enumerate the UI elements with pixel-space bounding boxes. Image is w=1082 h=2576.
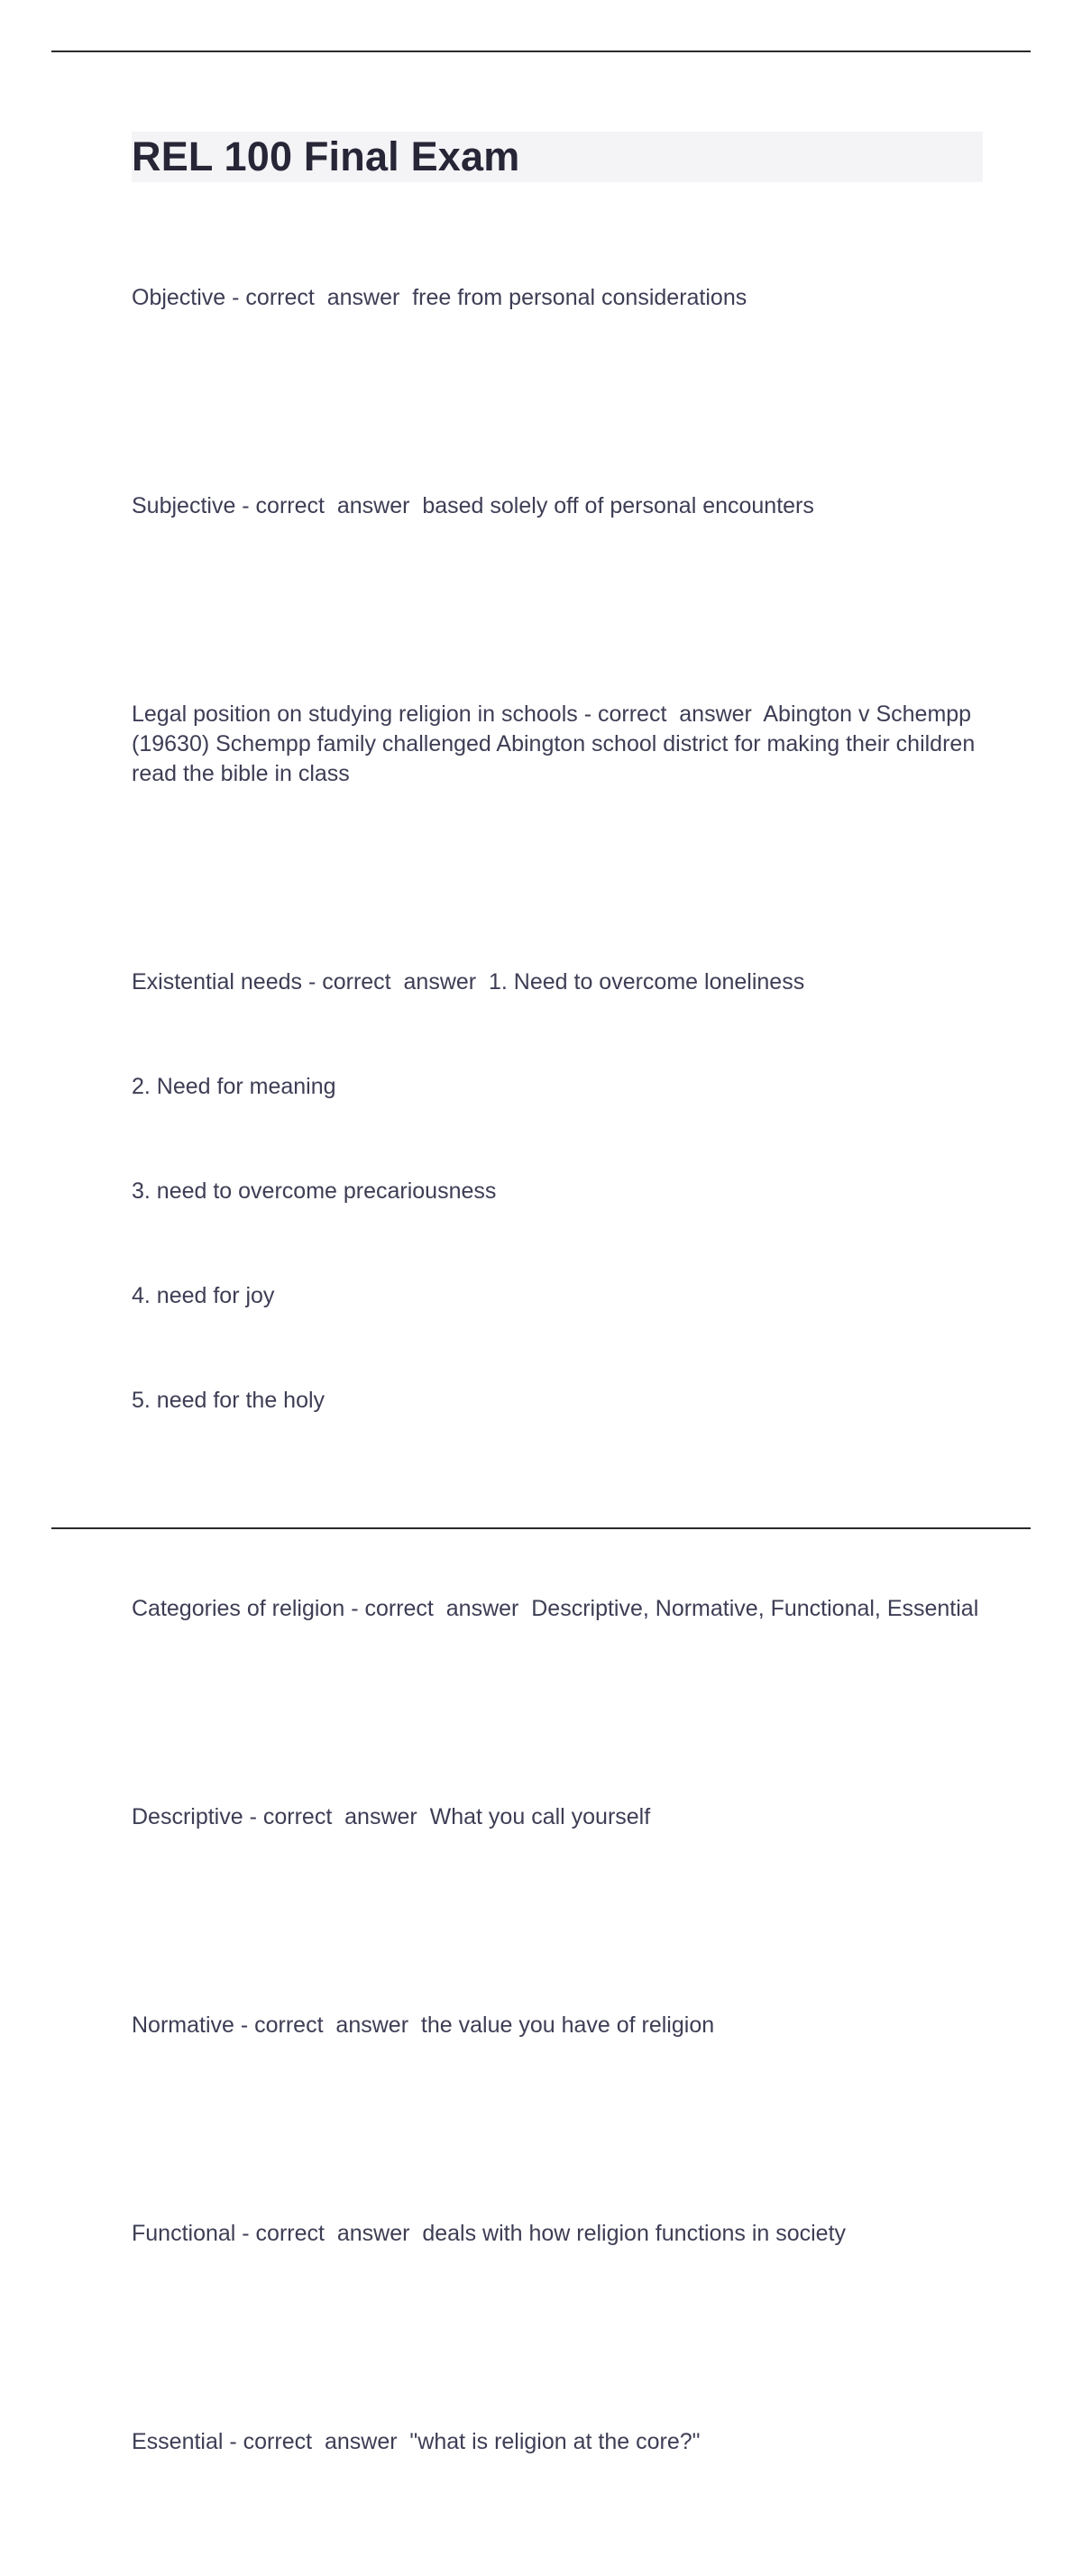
entry-text: Existential needs - correct answer 1. Need to overcome loneliness — [132, 969, 805, 995]
page-title: REL 100 Final Exam — [132, 133, 520, 179]
entry-descriptive — [132, 1743, 983, 1892]
top-rule — [51, 50, 1031, 52]
entry-text: Descriptive - correct answer What you call yourself — [132, 1804, 651, 1829]
title-band — [132, 132, 983, 182]
list-item: 4. need for joy — [132, 1283, 275, 1308]
entry-objective — [132, 224, 983, 372]
entry-existential-needs — [132, 908, 983, 1475]
entry-categories — [132, 1535, 983, 1683]
entry-text: Functional - correct answer deals with how religion functions in society — [132, 2221, 847, 2246]
entry-text: Essential - correct answer "what is religion at the core?" — [132, 2429, 701, 2454]
list-item: 5. need for the holy — [132, 1388, 326, 1413]
list-item: 2. Need for meaning — [132, 1074, 336, 1099]
bottom-rule — [51, 1527, 1031, 1529]
document-body — [132, 132, 983, 2576]
entry-text: Objective - correct answer free from personal considerations — [132, 285, 747, 310]
entry-normative — [132, 1951, 983, 2100]
entry-essential — [132, 2368, 983, 2516]
entry-functional — [132, 2159, 983, 2308]
entry-text: Legal position on studying religion in schools - correct answer Abington v Schempp (19630) Schempp family challenged Abington school district for making their children read the bible in class — [132, 701, 982, 786]
list-item: 3. need to overcome precariousness — [132, 1178, 497, 1204]
entry-legal-position — [132, 640, 983, 848]
entry-text: Subjective - correct answer based solely off of personal encounters — [132, 493, 814, 518]
entry-text: Categories of religion - correct answer Descriptive, Normative, Functional, Essential — [132, 1596, 979, 1621]
entry-text: Normative - correct answer the value you have of religion — [132, 2012, 715, 2038]
entry-subjective — [132, 432, 983, 581]
